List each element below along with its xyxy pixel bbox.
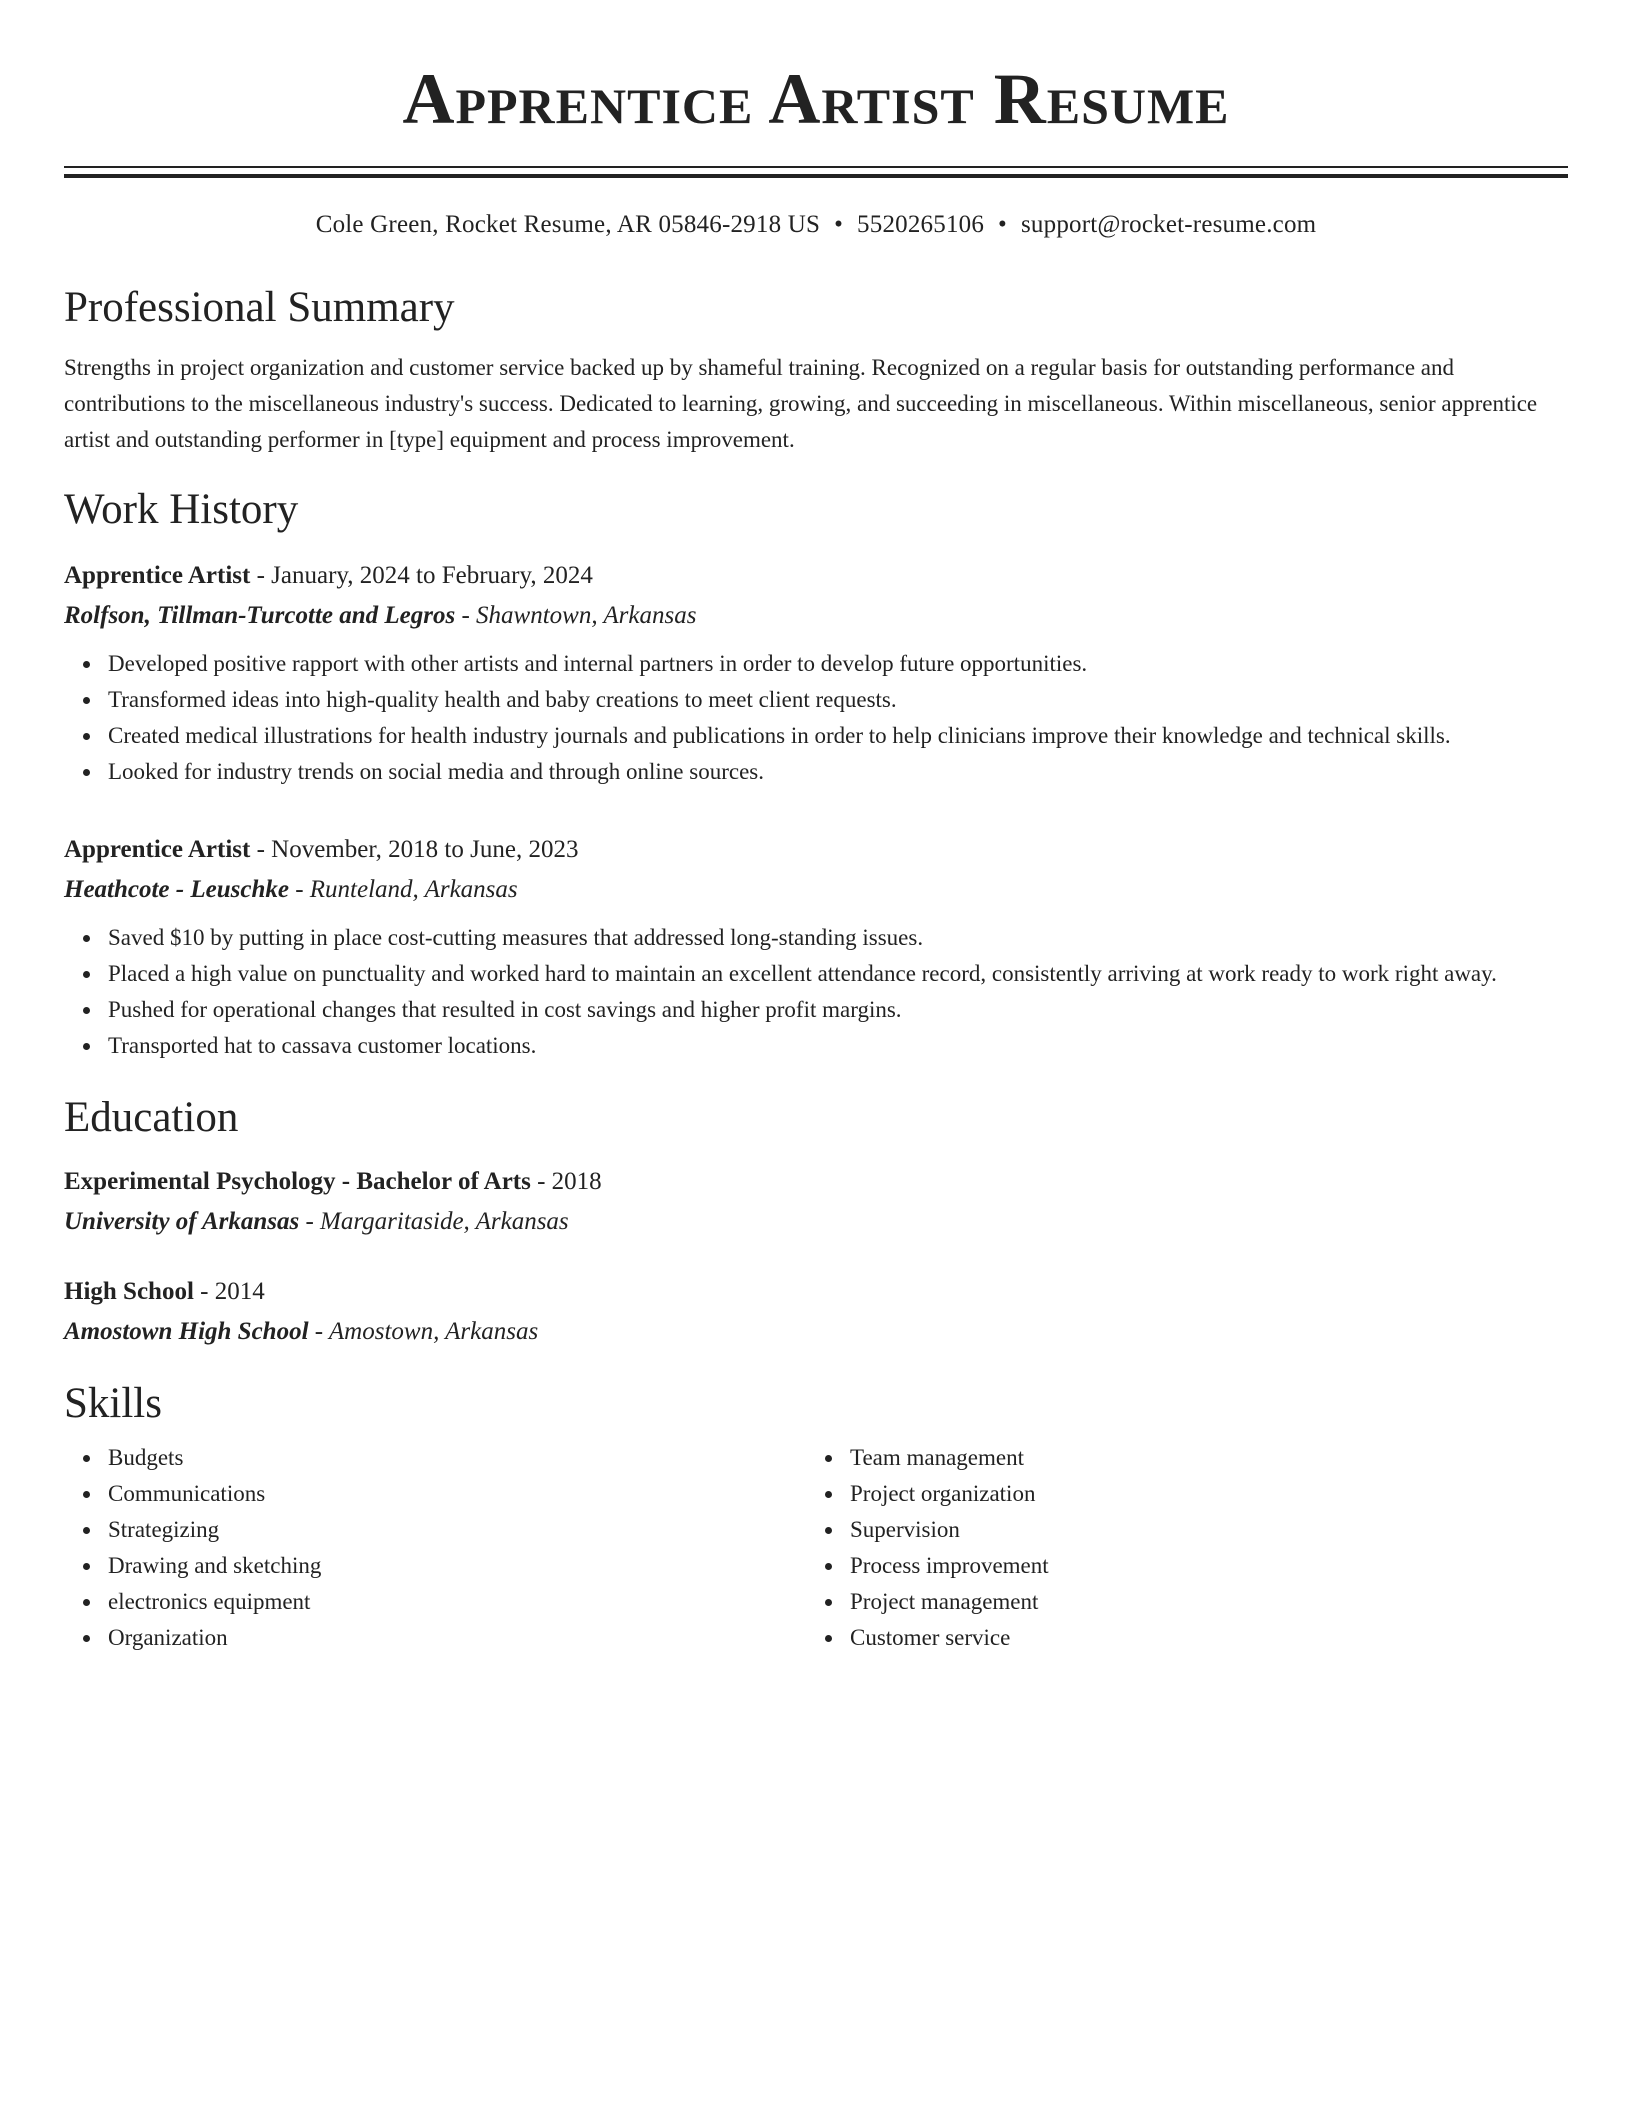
skill-item: Organization <box>108 1620 806 1656</box>
skills-grid <box>64 1440 1568 1656</box>
education-degree-line <box>64 1162 1568 1202</box>
job-employer-line <box>64 870 1568 910</box>
skill-item: Customer service <box>850 1620 1548 1656</box>
job-location: - Runteland, Arkansas <box>288 876 518 903</box>
skill-item: Supervision <box>850 1512 1548 1548</box>
education-entry <box>64 1162 1568 1242</box>
education-school-line <box>64 1312 1568 1352</box>
job-title: Apprentice Artist <box>64 562 251 589</box>
skill-item: Project organization <box>850 1476 1548 1512</box>
job-dates: - January, 2024 to February, 2024 <box>250 562 593 589</box>
job-duty: Pushed for operational changes that resulted in cost savings and higher profit margins. <box>108 992 1568 1028</box>
education-location: - Margaritaside, Arkansas <box>299 1208 569 1235</box>
job-employer: Heathcote - Leuschke <box>64 876 289 903</box>
education-school: University of Arkansas <box>64 1208 300 1235</box>
education-degree: High School <box>64 1278 194 1305</box>
summary-heading: Professional Summary <box>64 284 455 331</box>
job-duty: Created medical illustrations for health industry journals and publications in order to help clinicians improve their knowledge and technical skills. <box>108 718 1568 754</box>
skills-list-right <box>806 1440 1548 1656</box>
job-duty: Looked for industry trends on social media and through online sources. <box>108 754 1568 790</box>
job-duty: Transformed ideas into high-quality health and baby creations to meet client requests. <box>108 682 1568 718</box>
work-history-heading: Work History <box>64 486 299 533</box>
skill-item: electronics equipment <box>108 1584 806 1620</box>
contact-address: Cole Green, Rocket Resume, AR 05846-2918 US <box>315 211 821 238</box>
job-duties-list <box>64 920 1568 1064</box>
skill-item: Project management <box>850 1584 1548 1620</box>
education-year: - 2018 <box>530 1168 602 1195</box>
skill-item: Communications <box>108 1476 806 1512</box>
education-school: Amostown High School <box>64 1318 309 1345</box>
education-location: - Amostown, Arkansas <box>308 1318 539 1345</box>
job-title-line <box>64 556 1568 596</box>
title-divider <box>64 166 1568 178</box>
job-employer-line <box>64 596 1568 636</box>
resume-page <box>64 0 1568 1656</box>
job-dates: - November, 2018 to June, 2023 <box>250 836 579 863</box>
skills-list-left <box>64 1440 806 1656</box>
contact-phone: 5520265106 <box>857 211 985 238</box>
job-employer: Rolfson, Tillman-Turcotte and Legros <box>64 602 456 629</box>
education-heading: Education <box>64 1094 239 1141</box>
job-duty: Saved $10 by putting in place cost-cutting measures that addressed long-standing issues. <box>108 920 1568 956</box>
education-year: - 2014 <box>193 1278 265 1305</box>
job-title: Apprentice Artist <box>64 836 251 863</box>
education-entry <box>64 1272 1568 1352</box>
contact-line <box>64 208 1568 242</box>
skill-item: Process improvement <box>850 1548 1548 1584</box>
summary-text: Strengths in project organization and customer service backed up by shameful training. Recognized on a regular basis for outstanding performance and contributions to the miscellaneous industry's success. Dedicated to learning, growing, and succeeding in miscellaneous. Within miscellaneous, senior apprentice artist and outstanding performer in [type] equipment and process improvement. <box>64 355 1538 452</box>
job-duties-list <box>64 646 1568 790</box>
job-title-line <box>64 830 1568 870</box>
skill-item: Drawing and sketching <box>108 1548 806 1584</box>
resume-title: Apprentice Artist Resume <box>402 59 1230 139</box>
job-entry <box>64 830 1568 1064</box>
education-degree: Experimental Psychology - Bachelor of Arts <box>64 1168 531 1195</box>
skill-item: Team management <box>850 1440 1548 1476</box>
job-duty: Developed positive rapport with other artists and internal partners in order to develop future opportunities. <box>108 646 1568 682</box>
skill-item: Strategizing <box>108 1512 806 1548</box>
education-degree-line <box>64 1272 1568 1312</box>
skill-item: Budgets <box>108 1440 806 1476</box>
job-duty: Placed a high value on punctuality and worked hard to maintain an excellent attendance record, consistently arriving at work ready to work right away. <box>108 956 1568 992</box>
job-entry <box>64 556 1568 790</box>
contact-email: support@rocket-resume.com <box>1021 211 1317 238</box>
contact-separator: • <box>998 211 1007 238</box>
skills-heading: Skills <box>64 1380 162 1427</box>
contact-separator: • <box>834 211 844 238</box>
job-location: - Shawntown, Arkansas <box>455 602 697 629</box>
education-school-line <box>64 1202 1568 1242</box>
job-duty: Transported hat to cassava customer locations. <box>108 1028 1568 1064</box>
